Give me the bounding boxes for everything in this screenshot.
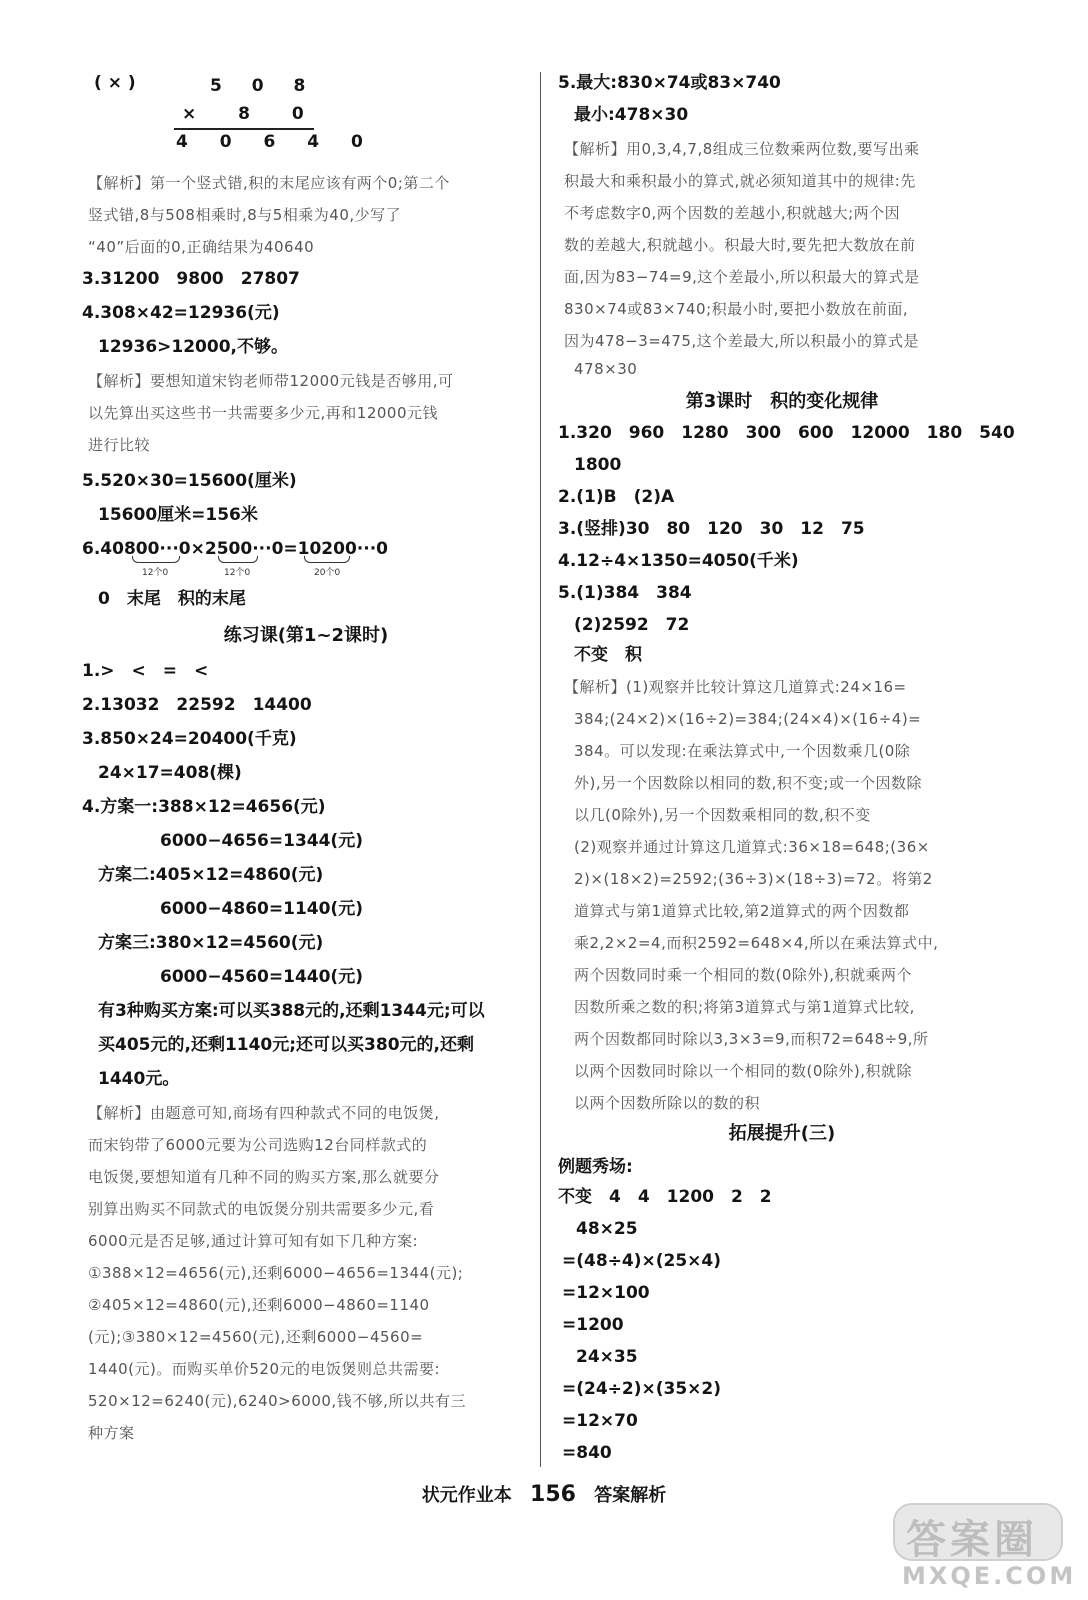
- answer-line: 4.12÷4×1350=4050(千米): [558, 551, 799, 571]
- calc-line: =(48÷4)×(25×4): [562, 1251, 722, 1271]
- wrong-mark: ( × ): [94, 73, 136, 93]
- answer-line: 24×17=408(棵): [98, 763, 242, 783]
- calc-line: =1200: [562, 1315, 624, 1335]
- answer-line: 4.方案一:388×12=4656(元): [82, 797, 326, 817]
- explanation-line: 以两个因数所除以的数的积: [574, 1094, 761, 1112]
- answer-line: 1800: [574, 455, 622, 475]
- column-divider: [540, 72, 541, 1467]
- section-heading: 第3课时 积的变化规律: [685, 391, 879, 412]
- answer-line: 3.850×24=20400(千克): [82, 729, 297, 749]
- explanation-line: 6000元是否足够,通过计算可知有如下几种方案:: [88, 1232, 418, 1250]
- brace-label: 20个0: [314, 568, 341, 578]
- explanation-line: 384。可以发现:在乘法算式中,一个因数乘几(0除: [574, 742, 911, 760]
- explanation-line: 以几(0除外),另一个因数乘相同的数,积不变: [574, 806, 871, 824]
- answer-line: 5.最大:830×74或83×740: [558, 73, 781, 93]
- explanation-line: 以先算出买这些书一共需要多少元,再和12000元钱: [88, 404, 438, 422]
- explanation-line: 【解析】由题意可知,商场有四种款式不同的电饭煲,: [88, 1104, 440, 1122]
- explanation-line: 道算式与第1道算式比较,第2道算式的两个因数都: [574, 902, 910, 920]
- explanation-line: (2)观察并通过计算这几道算式:36×18=648;(36×: [574, 838, 930, 856]
- explanation-line: “40”后面的0,正确结果为40640: [88, 238, 315, 256]
- explanation-line: 别算出购买不同款式的电饭煲分别共需要多少元,看: [88, 1200, 435, 1218]
- answer-line: 15600厘米=156米: [98, 505, 258, 525]
- explanation-line: 以两个因数同时除以一个相同的数(0除外),积就除: [574, 1062, 913, 1080]
- explanation-line: 因数所乘之数的积;将第3道算式与第1道算式比较,: [574, 998, 915, 1016]
- answer-line: 2.13032 22592 14400: [82, 695, 312, 715]
- explanation-line: 830×74或83×740;积最小时,要把小数放在前面,: [564, 300, 909, 318]
- explanation-line: 乘2,2×2=4,而积2592=648×4,所以在乘法算式中,: [574, 934, 939, 952]
- book-title: 状元作业本: [421, 1485, 512, 1506]
- explanation-line: ①388×12=4656(元),还剩6000−4656=1344(元);: [88, 1264, 464, 1282]
- answer-line: 6.40800···0×2500···0=10200···0: [82, 539, 388, 559]
- answer-line: 方案二:405×12=4860(元): [98, 865, 324, 885]
- explanation-line: 竖式错,8与508相乘时,8与5相乘为40,少写了: [88, 206, 402, 224]
- answer-line: (2)2592 72: [574, 615, 690, 635]
- answer-line: 方案三:380×12=4560(元): [98, 933, 324, 953]
- calc-line: 24×35: [576, 1347, 638, 1367]
- calc-line: =840: [562, 1443, 612, 1463]
- explanation-line: 不考虑数字0,两个因数的差越小,积就越大;两个因: [564, 204, 901, 222]
- explanation-line: 2)×(18×2)=2592;(36÷3)×(18÷3)=72。将第2: [574, 870, 933, 888]
- explanation-line: 数的差越大,积就越小。积最大时,要先把大数放在前: [564, 236, 916, 254]
- explanation-line: (元);③380×12=4560(元),还剩6000−4560=: [88, 1328, 424, 1346]
- explanation-line: ②405×12=4860(元),还剩6000−4860=1140: [88, 1296, 430, 1314]
- watermark-text: 答案圈: [906, 1517, 1038, 1563]
- answer-line: 5.520×30=15600(厘米): [82, 471, 297, 491]
- explanation-line: 面,因为83−74=9,这个差最小,所以积最大的算式是: [564, 268, 920, 286]
- answer-line: 1.> < = <: [82, 661, 209, 681]
- brace: [132, 556, 180, 563]
- answer-line: 3.(竖排)30 80 120 30 12 75: [558, 519, 865, 539]
- explanation-line: 478×30: [574, 360, 638, 378]
- answer-line: 3.31200 9800 27807: [82, 269, 300, 289]
- answer-line: 1440元。: [98, 1069, 180, 1089]
- vertical-calc-top: 5 0 8: [210, 76, 318, 96]
- explanation-line: 外),另一个因数除以相同的数,积不变;或一个因数除: [574, 774, 922, 792]
- answer-line: 6000−4656=1344(元): [160, 831, 363, 851]
- explanation-line: 两个因数同时乘一个相同的数(0除外),积就乘两个: [574, 966, 913, 984]
- explanation-line: 电饭煲,要想知道有几种不同的购买方案,那么就要分: [88, 1168, 440, 1186]
- watermark-url: MXQE.COM: [902, 1562, 1077, 1590]
- answer-line: 有3种购买方案:可以买388元的,还剩1344元;可以: [98, 1001, 485, 1021]
- vertical-calc-mid: × 8 0: [182, 104, 322, 124]
- answer-line: 6000−4560=1440(元): [160, 967, 363, 987]
- answer-line: 12936>12000,不够。: [98, 337, 288, 357]
- explanation-line: 而宋钧带了6000元要为公司选购12台同样款式的: [88, 1136, 428, 1154]
- section-label: 答案解析: [594, 1485, 667, 1506]
- answer-line: 最小:478×30: [574, 105, 689, 125]
- answer-line: 0 末尾 积的末尾: [98, 589, 246, 609]
- explanation-line: 种方案: [88, 1424, 135, 1442]
- answer-line: 6000−4860=1140(元): [160, 899, 363, 919]
- calc-line: =12×70: [562, 1411, 638, 1431]
- explanation-line: 520×12=6240(元),6240>6000,钱不够,所以共有三: [88, 1392, 466, 1410]
- explanation-line: 【解析】用0,3,4,7,8组成三位数乘两位数,要写出乘: [564, 140, 920, 158]
- explanation-line: 【解析】要想知道宋钧老师带12000元钱是否够用,可: [88, 372, 454, 390]
- explanation-line: 1440(元)。而购买单价520元的电饭煲则总共需要:: [88, 1360, 441, 1378]
- answer-line: 不变 积: [574, 645, 642, 665]
- calc-line: 48×25: [576, 1219, 638, 1239]
- calc-line: =12×100: [562, 1283, 650, 1303]
- explanation-line: 384;(24×2)×(16÷2)=384;(24×4)×(16÷4)=: [574, 710, 922, 728]
- answer-line: 4.308×42=12936(元): [82, 303, 280, 323]
- answer-line: 2.(1)B (2)A: [558, 487, 675, 507]
- page-number: 156: [530, 1482, 576, 1507]
- brace: [304, 556, 350, 563]
- answer-line: 买405元的,还剩1140元;还可以买380元的,还剩: [98, 1035, 474, 1055]
- explanation-line: 【解析】(1)观察并比较计算这几道算式:24×16=: [564, 678, 907, 696]
- section-heading: 拓展提升(三): [728, 1123, 836, 1144]
- calc-line: =(24÷2)×(35×2): [562, 1379, 722, 1399]
- explanation-line: 积最大和乘积最小的算式,就必须知道其中的规律:先: [564, 172, 916, 190]
- vertical-calc-bar: [174, 128, 314, 130]
- explanation-line: 【解析】第一个竖式错,积的末尾应该有两个0;第二个: [88, 174, 450, 192]
- brace-label: 12个0: [142, 568, 169, 578]
- explanation-line: 进行比较: [88, 436, 151, 454]
- watermark-logo: [888, 1500, 1077, 1590]
- section-heading: 练习课(第1~2课时): [223, 625, 389, 646]
- brace-label: 12个0: [224, 568, 251, 578]
- answer-line: 1.320 960 1280 300 600 12000 180 540: [558, 423, 1015, 443]
- brace: [218, 556, 258, 563]
- explanation-line: 因为478−3=475,这个差最大,所以积最小的算式是: [564, 332, 919, 350]
- answer-line: 5.(1)384 384: [558, 583, 692, 603]
- answer-line: 不变 4 4 1200 2 2: [558, 1187, 772, 1207]
- example-title: 例题秀场:: [558, 1157, 633, 1177]
- vertical-calc-result: 4 0 6 4 0: [176, 132, 376, 152]
- explanation-line: 两个因数都同时除以3,3×3=9,而积72=648÷9,所: [574, 1030, 929, 1048]
